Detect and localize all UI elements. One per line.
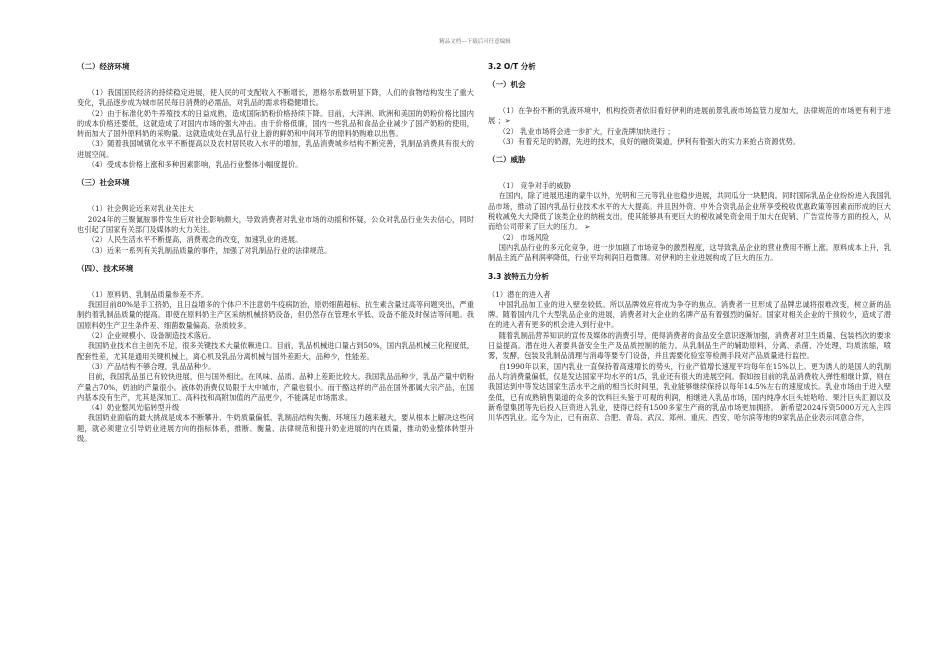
header-note: 精品文档---下载后可任意编辑 <box>439 39 511 45</box>
paragraph: 我国奶业面临的最大挑战是成本不断攀升、牛奶质量偏低、乳制品结构失衡、环境压力越来越大，要从根本上解决这些问题，就必须建立引导奶业进展方向的指标体系，推断、衡量、法律规范和提升奶业进展的内在质量，推动奶业整体转型升级。 <box>77 413 474 444</box>
paragraph: （2）人民生活水平不断提高，消费观念的改变，加速乳业的进展。 <box>87 235 303 245</box>
right-column <box>488 62 891 423</box>
paragraph: 随着乳制品营养知识的宣传及媒体的消费引导，使得消费者的食品安全意识逐渐加强，消费者对卫生质量、包装档次的要求日益提高。潜在进入者要具备安全生产及品质控制的能力。从乳制品生产的辅助原料，分离、杀菌、冷处理，均质浓缩，喷雾，发酵，包装及乳制品清理与消毒等要专门设备，并且需要化验室等检测手段对产品质量进行监控。 <box>488 330 891 361</box>
section-title-social: （三）社会环境 <box>77 178 130 188</box>
section-title-economic: （二）经济环境 <box>77 62 130 71</box>
paragraph: 在国内，除了进展迅速的蒙牛以外，光明和三元等乳业也稳步进展，共同瓜分一块肥肉。同时国际乳品企业纷纷进入我国乳品市场，推动了国内乳品行业技术水平的大大提高。并且因外资、中外合资乳品企业所享受税收优惠政策等因素而形成的巨大税收减免大大降低了该类企业的纳税支出，使其能够具有更巨大的税收减免资金用于加大在促销、广告宣传等方面的投入，从而给公司带来了巨大的压力。 ➢ <box>488 191 891 232</box>
section-title-technology: （四）、技术环境 <box>77 263 134 273</box>
paragraph: （4）奶业整风光临转型升级 <box>87 403 180 413</box>
section-title-five-forces: 3.3 波特五力分析 <box>488 271 549 281</box>
paragraph: （1）原料奶、乳制品质量参差不齐。 <box>87 289 209 299</box>
paragraph: （3）近来一系列有关乳制品质量的事件，加强了对乳制品行业的法律规范。 <box>87 245 332 255</box>
paragraph: 目前，我国乳品虽已有较快进展，但与国外相比，在风味、品质、品种上差距比较大。我国乳品品种少，乳品产量中奶粉产量占70%，奶油的产量很小。液体奶消费仅局限于大中城市，产量也很小。而干酪这样的产品在国外都属大宗产品，在国内基本没有生产，尤其是深加工、高科技和高附加值的产品更少，不能满足市场需求。 <box>77 372 474 402</box>
paragraph: （1） 竞争对手的威胁 <box>498 181 571 191</box>
paragraph: （2）由于标准化奶牛养殖技术的日益成熟，造成国际奶粉价格持续下降。目前，大洋洲、欧洲和美国的奶粉价格比国内的成本价格还要低，这就造成了对国内市场的强大冲击。由于价格低廉，国内一些乳品和食品企业减少了国产奶粉的使用，转而加大了国外原料奶的采购量。这就造成处在乳品行业上游的鲜奶和中间环节的原料奶购难以出售。 <box>77 108 474 139</box>
section-title-threat: （二）威胁 <box>488 155 526 165</box>
paragraph: （2） 市场风险 <box>498 232 550 242</box>
paragraph: 2024年的三聚氰胺事件发生后对社会影响颇大，导致消费者对乳业市场的动摇和怀疑，公众对乳品行业失去信心，同时也引起了国家有关部门及媒体的大力关注。 <box>77 214 474 234</box>
paragraph: （3）有着充足的奶源，先进的技术，良好的融资渠道，伊利有着强大的实力来抢占资源优势。 <box>498 136 801 146</box>
paragraph: 自1990年以来，国内乳业一直保持着高速增长的势头，行业产值增长速度平均每年在15%以上。更为诱人的是国人的乳制品人均消费量偏低，仅是发达国家平均水平的1/5，乳业还有很大的进展空间。假如按目前的乳品消费收入弹性相继计算，则在我国达到中等发达国家生活水平之前的相当长时间里，乳业能够继续保持以每年14.5%左右的速度成长。乳业市场由于进入壁垒低，已有成熟销售渠道的众多的饮料巨头鉴于可观的利润，相继进入乳品市场，国内纯净水巨头娃哈哈、果汁巨头汇源以及新希望集团等先后投入巨资进入乳业，使得已经有1500多家生产商的乳品市场更加拥挤。 新希望2024斥资5000万元入主四川华西乳业。迄今为止，已有南京、合肥、青岛、武汉、郑州、重庆、西安、哈尔滨等地的9家乳品企业表示同意合作， <box>488 361 891 423</box>
paragraph: 中国乳品加工业的进入壁垒较低。所以品牌效应将成为争夺的焦点。消费者一旦形成了品牌忠诚将很难改变，树立新的品牌。随着国内几个大型乳品企业的进展，消费者对大企业的名牌产品有着强烈的偏好。国家对相关企业的干预较少，造成了潜在的进入者有更多的机会进入到行业中。 <box>488 299 891 330</box>
paragraph: （2） 乳业市场将会进一步扩大，行业洗牌加快进行 ； <box>498 126 675 136</box>
paragraph: 国内乳品行业的多元化竞争，进一步加剧了市场竞争的激烈程度，这导致乳品企业的营业费用不断上涨。原料成本上升，乳制品主流产品利润率降低，行业平均利润日趋微薄。对伊利的主业进展构成了巨大的压力。 <box>488 242 891 263</box>
paragraph: （4）受成本价格上涨和多种因素影响，乳品行业整体小幅度提价。 <box>87 160 303 170</box>
paragraph: 我国目前80%是手工挤奶，且日益增多的个体户不注意奶牛疫病防治，原奶细菌超标、抗生素含量过高等问题突出，严重制约着乳制品质量的提高。即使在原料奶主产区采纳机械挤奶设备，但仍然存在管理水平低、设备不能及时保洁等问题。我国原料奶生产卫生条件差、细菌数量偏高、杂质较多。 <box>77 300 474 330</box>
section-title-ot-analysis: 3.2 O/T 分析 <box>488 62 536 71</box>
paragraph: （1）社会舆论近来对乳业关注大 <box>87 204 194 214</box>
paragraph: （3）产品结构不够合理，乳品品种少。 <box>87 361 216 371</box>
paragraph: （1）潜在的进入者 <box>488 289 551 299</box>
paragraph: （1）我国国民经济的持续稳定进展，使人民的可支配收入不断增长，恩格尔系数明显下降，人们的食物结构发生了重大变化，乳品逐步成为城市居民每日消费的必需品，对乳品的需求将稳健增长。 <box>77 88 474 108</box>
paragraph: 我国奶业技术自主创先不足，很多关键技术大量依赖进口。目前，乳品机械进口量占到50%，国内乳品机械三化程度低，配套性差，尤其是通用关键机械上，离心机及乳品分离机械与国外差距大，品种少，性能差。 <box>77 341 474 361</box>
left-column <box>77 62 474 444</box>
paragraph: （3）随着我国城镇化水平不断提高以及农村居民收入水平的增加，乳品消费城乡结构不断完善，乳制品消费具有很大的进展空间。 <box>77 139 474 159</box>
section-title-opportunity: （一）机会 <box>488 80 526 89</box>
paragraph: （2）企业规模小、设备制造技术落后。 <box>87 331 216 341</box>
paragraph: （1）在争扮不断的乳液环境中，机构投资者依旧看好伊利的进展前景乳液市场监管力度加大，法律规范的市场更有利于进展 ；➢ <box>488 106 891 126</box>
